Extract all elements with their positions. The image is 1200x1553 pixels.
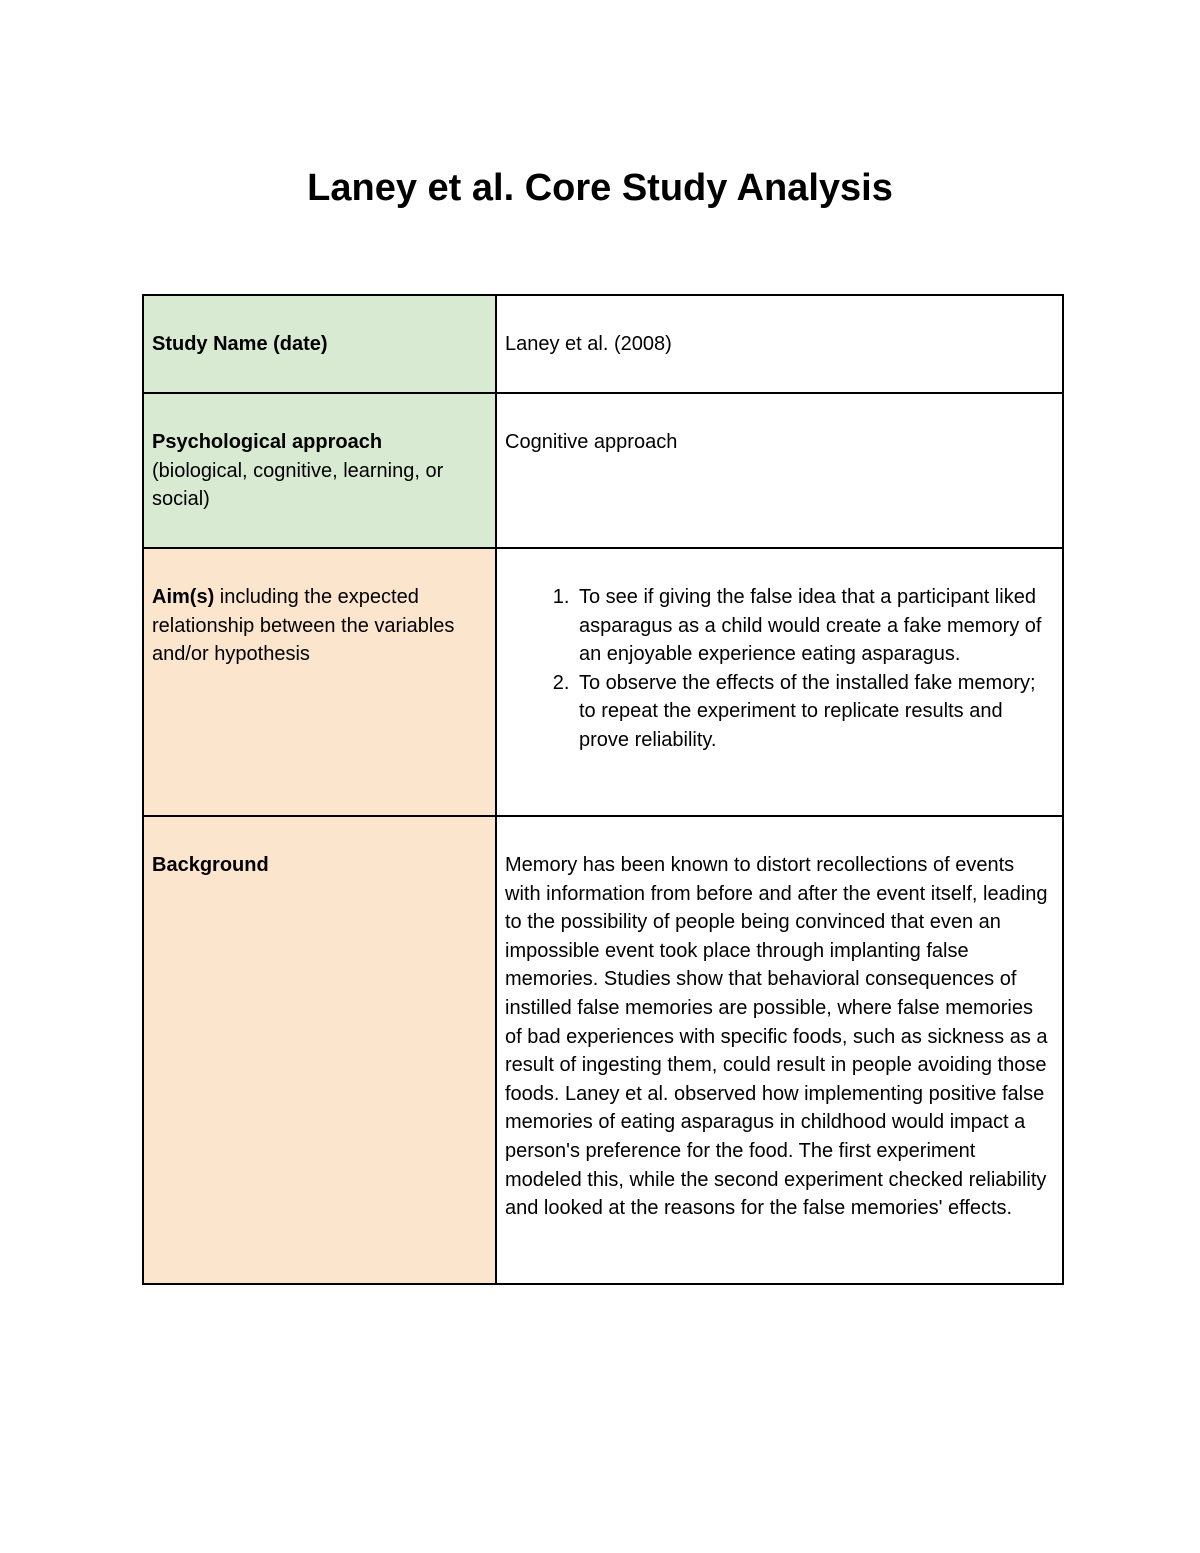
approach-label-cell (143, 393, 496, 548)
background-label: Background (152, 854, 269, 876)
list-item: 1. To see if giving the false idea that a participant liked asparagus as a child would create a fake memory of an enjoyable experience eating asparagus. (575, 583, 1052, 669)
background-text: Memory has been known to distort recollections of events with information from before and after the event itself, leading to the possibility of people being convinced that even an impossible event took place through implanting false memories. Studies show that behavioral consequences of instilled false memories are possible, where false memories of bad experiences with specific foods, such as sickness as a result of ingesting them, could result in people avoiding those foods. Laney et al. observed how implementing positive false memories of eating asparagus in childhood would impact a person's preference for the food. The first experiment modeled this, while the second experiment checked reliability and looked at the reasons for the false memories' effects. (505, 854, 1048, 1220)
study-name-value-cell (496, 295, 1063, 393)
aims-label-cell (143, 548, 496, 816)
page-title: Laney et al. Core Study Analysis (307, 167, 893, 209)
study-name-value: Laney et al. (2008) (505, 333, 672, 355)
table-row-approach (143, 393, 1063, 548)
approach-label-hint: (biological, cognitive, learning, or social) (152, 459, 444, 511)
approach-value-cell (496, 393, 1063, 548)
aims-label-hint: including the expected relationship between the variables and/or hypothesis (152, 586, 455, 666)
table-row-background (143, 816, 1063, 1284)
approach-label: Psychological approach (152, 431, 383, 453)
list-item: 2. To observe the effects of the installed fake memory; to repeat the experiment to replicate results and prove reliability. (575, 669, 1052, 755)
aims-label: Aim(s) (152, 586, 215, 608)
table-row-aims (143, 548, 1063, 816)
study-name-label: Study Name (date) (152, 333, 328, 355)
approach-value: Cognitive approach (505, 431, 678, 453)
table-row-study-name (143, 295, 1063, 393)
aims-list (505, 583, 1052, 755)
background-value-cell (496, 816, 1063, 1284)
study-analysis-table (142, 294, 1064, 1285)
background-label-cell (143, 816, 496, 1284)
aims-value-cell (496, 548, 1063, 816)
study-name-label-cell (143, 295, 496, 393)
